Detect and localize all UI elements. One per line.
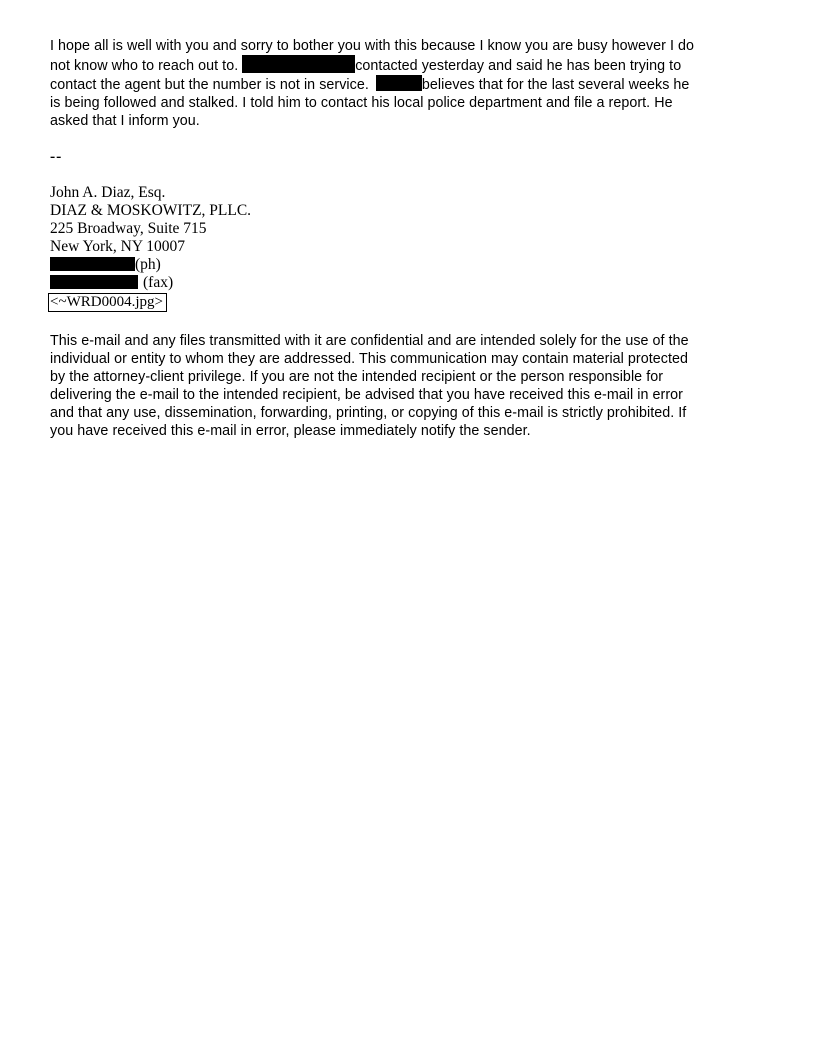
signature-fax-line bbox=[50, 274, 770, 292]
disclaimer-line-4: delivering the e-mail to the intended recipient, be advised that you have received this e-mail in error bbox=[50, 387, 683, 403]
fax-label: (fax) bbox=[143, 274, 174, 291]
body-text: not know who to reach out to. bbox=[50, 58, 239, 74]
body-text: is being followed and stalked. I told him to contact his local police department and file a report. He bbox=[50, 95, 673, 111]
disclaimer-line-3: by the attorney-client privilege. If you are not the intended recipient or the person responsible for bbox=[50, 369, 664, 385]
signature-block bbox=[50, 184, 770, 312]
body-text: believes that for the last several weeks he bbox=[421, 77, 690, 93]
body-text: asked that I inform you. bbox=[50, 113, 200, 129]
body-line-4 bbox=[50, 94, 770, 112]
disclaimer-line-5: and that any use, dissemination, forwarding, printing, or copying of this e-mail is strictly prohibited. If bbox=[50, 405, 687, 421]
body-line-3 bbox=[50, 75, 770, 94]
body-line-1 bbox=[50, 37, 770, 55]
redaction-bar-phone-number bbox=[50, 257, 135, 271]
redaction-bar-person-name bbox=[376, 75, 422, 91]
body-text: contacted yesterday and said he has been trying to bbox=[355, 58, 682, 74]
body-text: I hope all is well with you and sorry to bother you with this because I know you are busy however I do bbox=[50, 38, 695, 54]
signature-street: 225 Broadway, Suite 715 bbox=[50, 220, 207, 237]
signature-city: New York, NY 10007 bbox=[50, 238, 186, 255]
signature-phone-line bbox=[50, 256, 770, 274]
disclaimer-line-6: you have received this e-mail in error, please immediately notify the sender. bbox=[50, 423, 531, 439]
redaction-bar-contact-name bbox=[242, 55, 355, 73]
disclaimer-line-1: This e-mail and any files transmitted with it are confidential and are intended solely for the use of the bbox=[50, 333, 689, 349]
attachment-line bbox=[50, 293, 770, 312]
redaction-bar-fax-number bbox=[50, 275, 138, 289]
body-line-2 bbox=[50, 55, 770, 75]
email-body-paragraph bbox=[50, 37, 770, 130]
signature-name: John A. Diaz, Esq. bbox=[50, 184, 166, 201]
signature-firm: DIAZ & MOSKOWITZ, PLLC. bbox=[50, 202, 252, 219]
body-text: contact the agent but the number is not in service. bbox=[50, 77, 369, 93]
attachment-placeholder: <~WRD0004.jpg> bbox=[48, 293, 167, 312]
disclaimer-paragraph bbox=[50, 332, 770, 440]
signature-separator: -- bbox=[50, 148, 63, 165]
disclaimer-line-2: individual or entity to whom they are addressed. This communication may contain material protected bbox=[50, 351, 688, 367]
body-line-5 bbox=[50, 112, 770, 130]
email-content bbox=[50, 37, 770, 440]
phone-label: (ph) bbox=[135, 256, 161, 273]
